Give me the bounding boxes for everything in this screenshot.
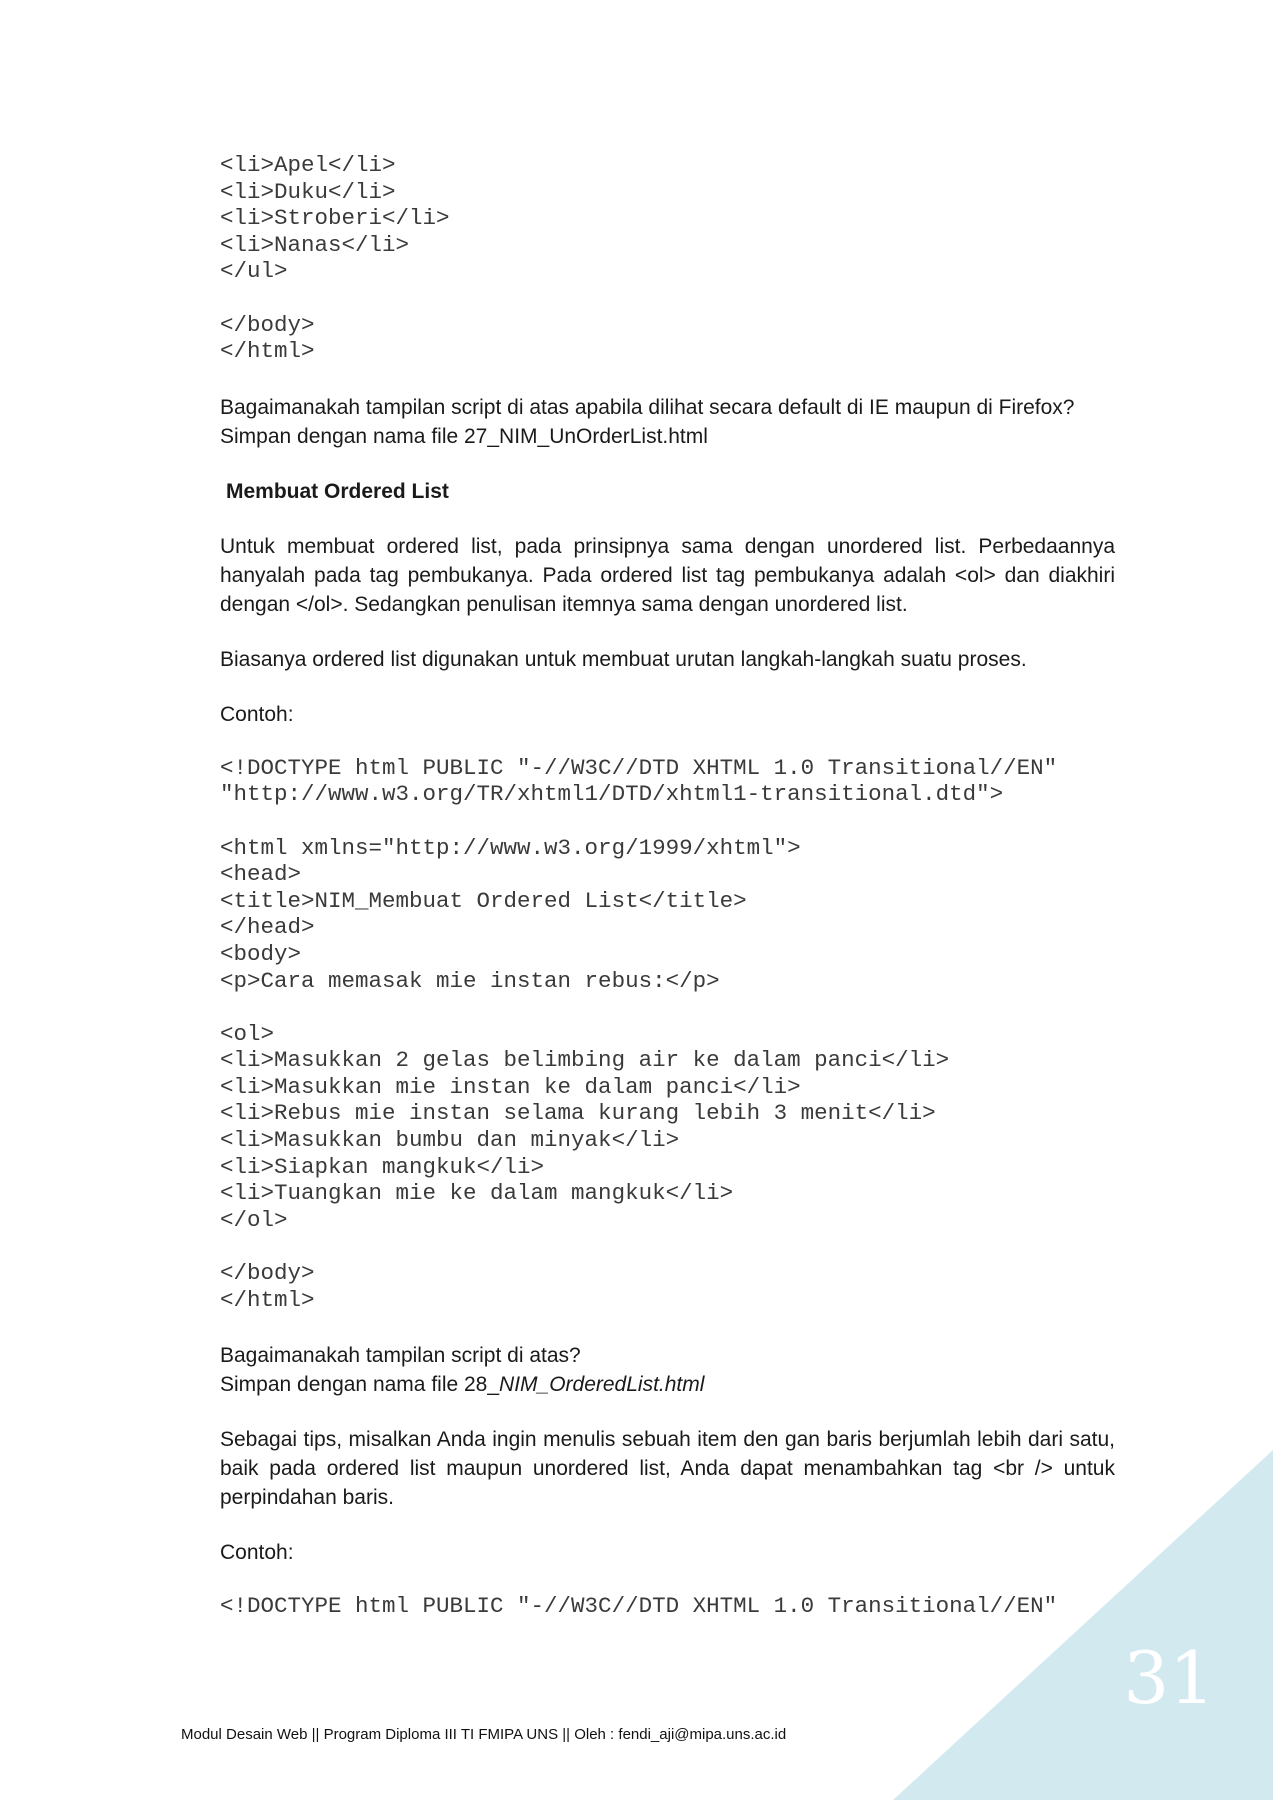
question-1-line-1: Bagaimanakah tampilan script di atas apabila dilihat secara default di IE maupun di Firefox? <box>220 395 1075 419</box>
page-number: 31 <box>1123 1636 1215 1720</box>
paragraph-ordered-list-usage: Biasanya ordered list digunakan untuk membuat urutan langkah-langkah suatu proses. <box>220 647 1027 671</box>
example-label: Contoh: <box>220 1541 294 1565</box>
question-2-filename: NIM_OrderedList.html <box>499 1373 705 1397</box>
question-1-line-2: Simpan dengan nama file 27_NIM_UnOrderList.html <box>220 424 708 448</box>
footer: Modul Desain Web || Program Diploma III TI FMIPA UNS || Oleh : fendi_aji@mipa.uns.ac.id <box>181 1726 787 1743</box>
question-2-prefix: Simpan dengan nama file 28_ <box>220 1373 500 1397</box>
section-heading: Membuat Ordered List <box>226 479 449 503</box>
page-content <box>220 152 1115 1620</box>
question-2-line-2 <box>220 1370 1115 1399</box>
example-label: Contoh: <box>220 702 294 726</box>
paragraph-ordered-list-intro: Untuk membuat ordered list, pada prinsipnya sama dengan unordered list. Perbedaannya hanyalah pada tag pembukanya. Pada ordered list tag pembukanya adalah <ol> dan diakhiri dengan </ol>. Sedangkan penulisan itemnya sama dengan unordered list. <box>220 534 1115 616</box>
code-block-doctype: <!DOCTYPE html PUBLIC "-//W3C//DTD XHTML 1.0 Transitional//EN" <box>220 1593 1058 1620</box>
paragraph-tips: Sebagai tips, misalkan Anda ingin menulis sebuah item den gan baris berjumlah lebih dari satu, baik pada ordered list maupun unordered list, Anda dapat menambahkan tag <br /> untuk perpindahan baris. <box>220 1428 1115 1510</box>
question-2-line-1: Bagaimanakah tampilan script di atas? <box>220 1344 581 1368</box>
code-block-ordered-list: <!DOCTYPE html PUBLIC "-//W3C//DTD XHTML 1.0 Transitional//EN" "http://www.w3.org/TR/xhtml1/DTD/xhtml1-transitional.dtd"> <html xmlns="http://www.w3.org/1999/xhtml"> <head> <title>NIM_Membuat Ordered List</title> </head> <body> <p>Cara memasak mie instan rebus:</p> <ol> <li>Masukkan 2 gelas belimbing air ke dalam panci</li> <li>Masukkan mie instan ke dalam panci</li> <li>Rebus mie instan selama kurang lebih 3 menit</li> <li>Masukkan bumbu dan minyak</li> <li>Siapkan mangkuk</li> <li>Tuangkan mie ke dalam mangkuk</li> </ol> </body> </html> <box>220 754 1058 1313</box>
code-block-unordered-list-end: <li>Apel</li> <li>Duku</li> <li>Stroberi</li> <li>Nanas</li> </ul> </body> </html> <box>220 152 450 365</box>
